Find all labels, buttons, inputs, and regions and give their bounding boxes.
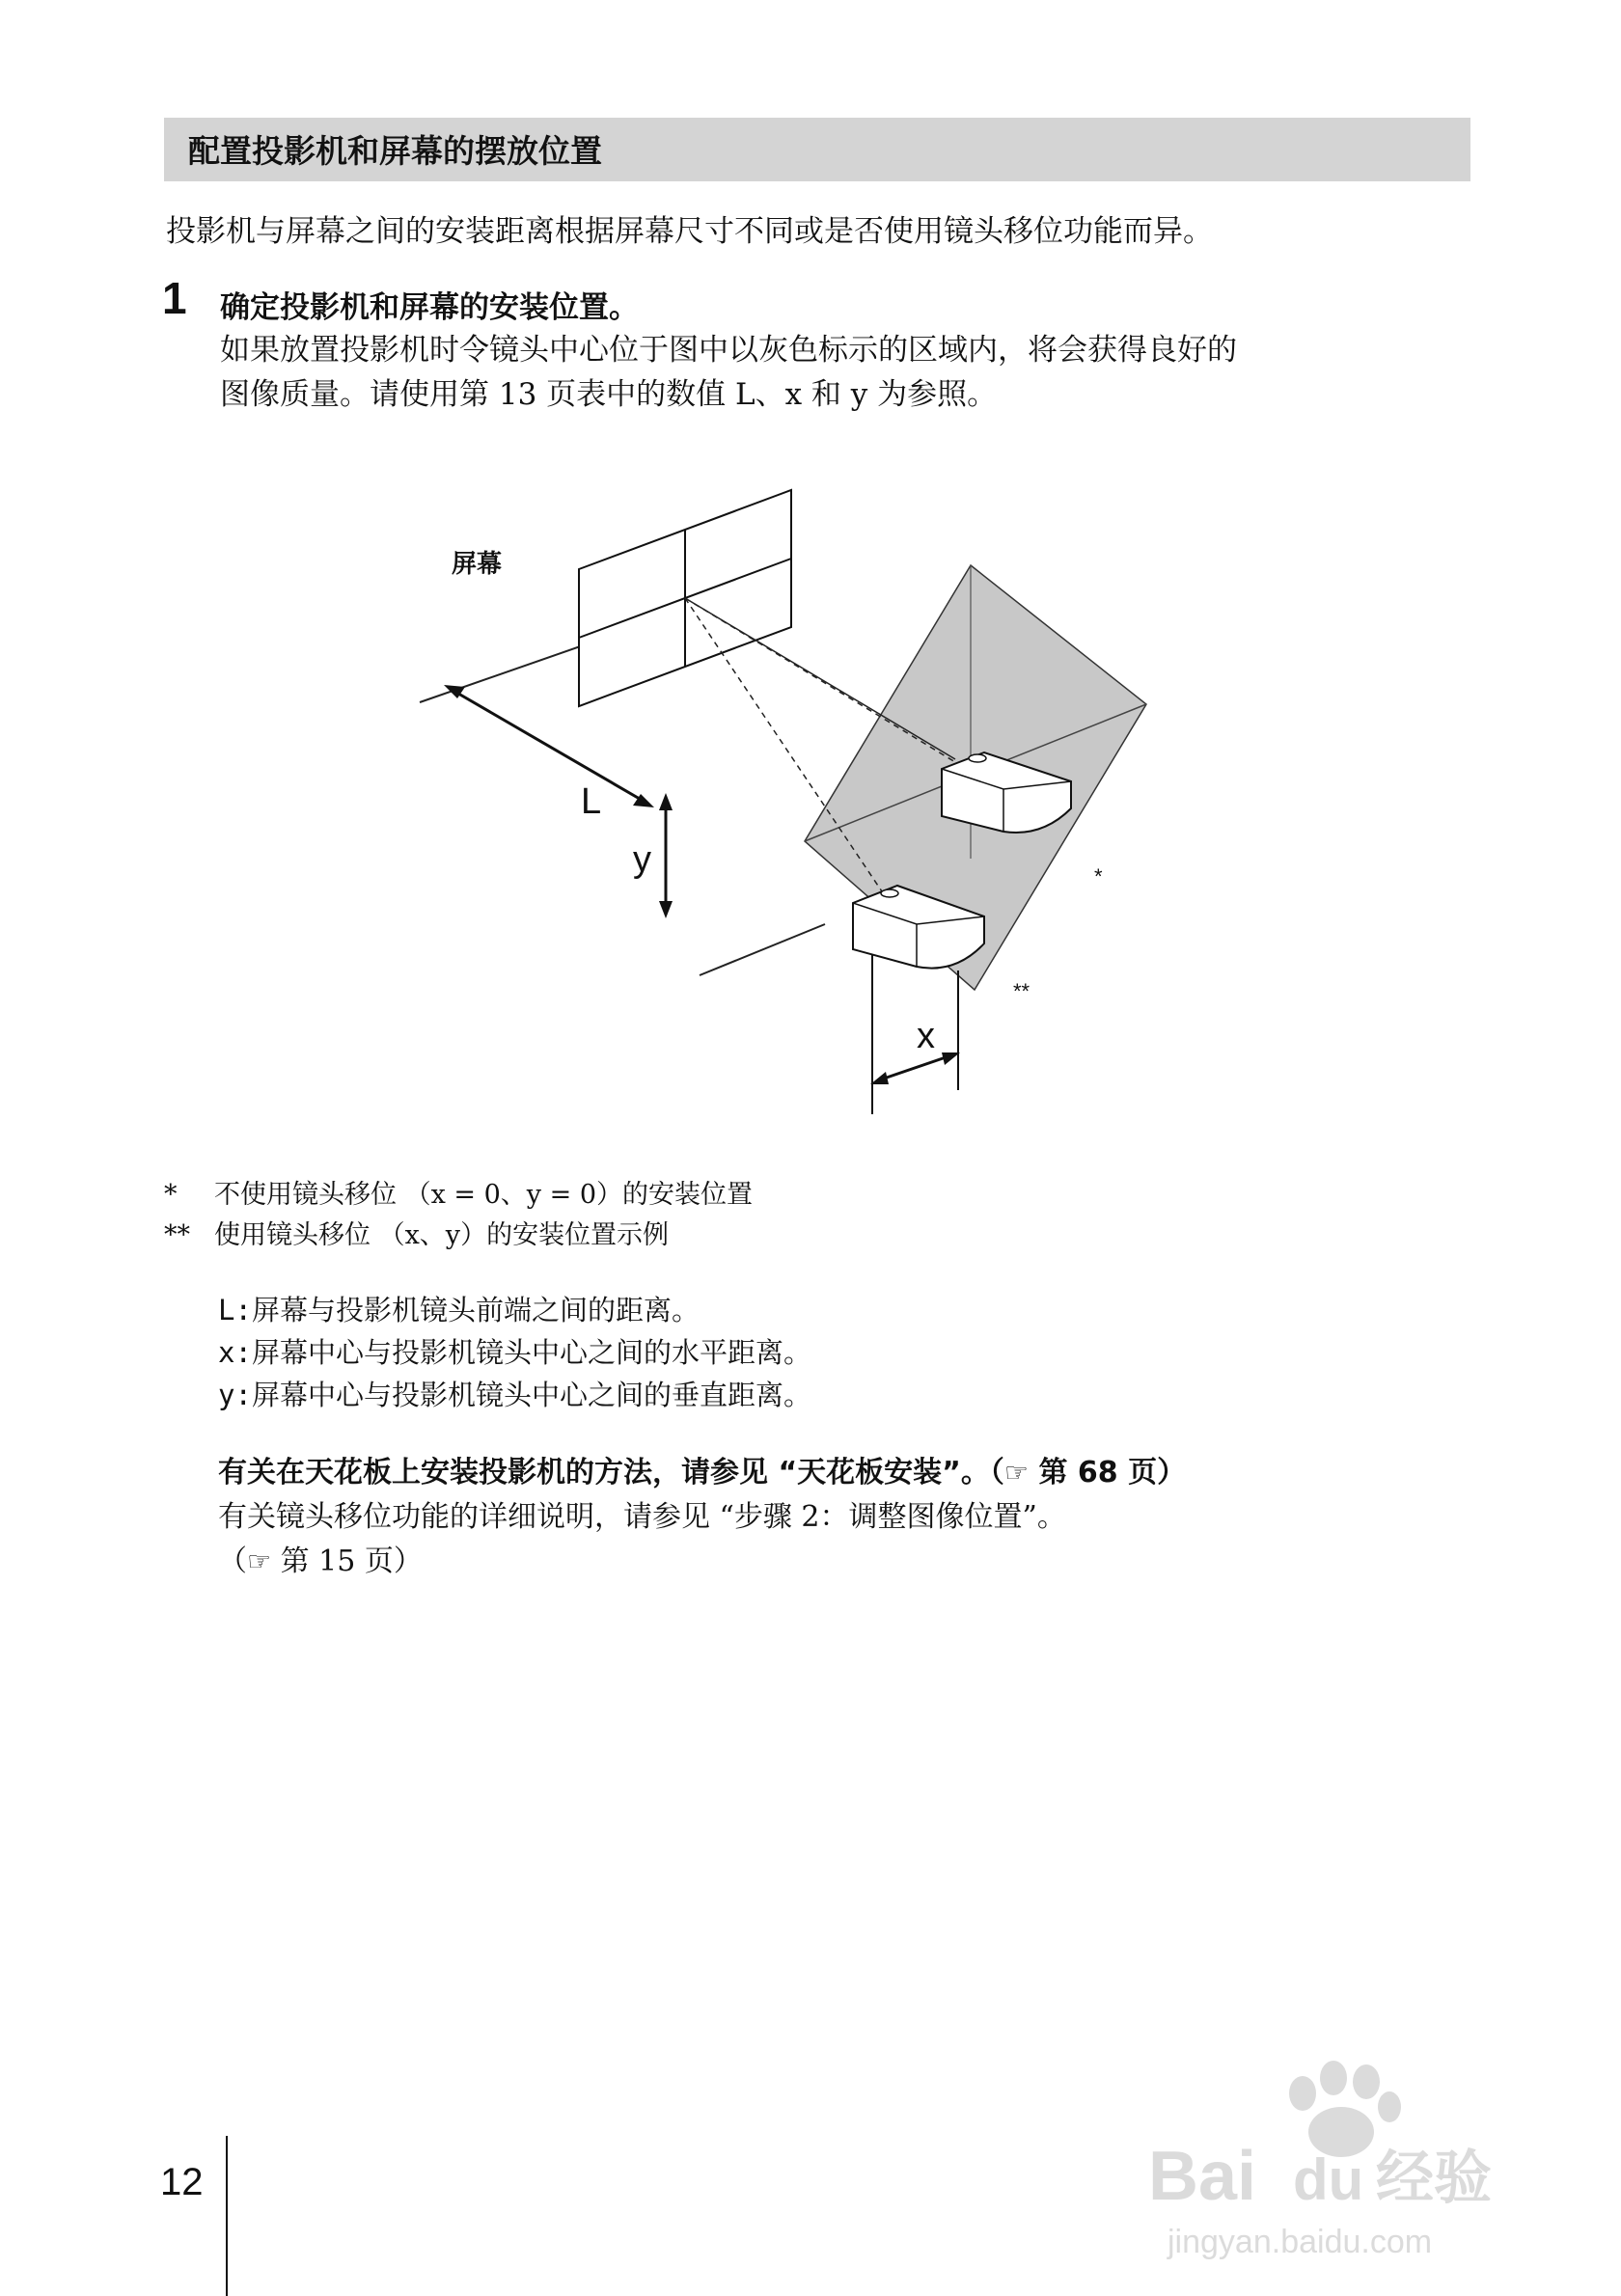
shift-reference-page-row [218, 1540, 1186, 1584]
watermark-brand-du: du [1293, 2147, 1364, 2212]
section-title: 配置投影机和屏幕的摆放位置 [188, 132, 602, 170]
definition-key: y [218, 1379, 235, 1411]
page-number-rule [226, 2136, 228, 2296]
x-label: x [917, 1016, 935, 1056]
definition-text: 屏幕中心与投影机镜头中心之间的垂直距离。 [251, 1379, 811, 1411]
footnote-mark: ** [164, 1220, 190, 1250]
definition-separator: : [234, 1379, 252, 1411]
ceiling-reference-text: 有关在天花板上安装投影机的方法，请参见 “天花板安装”。（ [218, 1456, 1004, 1490]
page-number: 12 [160, 2161, 204, 2203]
watermark-url: jingyan.baidu.com [1168, 2224, 1433, 2260]
shift-reference [218, 1495, 1186, 1540]
intro-paragraph: 投影机与屏幕之间的安装距离根据屏幕尺寸不同或是否使用镜头移位功能而异。 [166, 214, 1213, 249]
baidu-watermark [1148, 2036, 1534, 2267]
installation-diagram [405, 473, 1158, 1129]
definitions-list [218, 1289, 811, 1416]
footnote-mark: * [164, 1180, 178, 1210]
definition-item [218, 1289, 811, 1331]
shift-reference-text: 有关镜头移位功能的详细说明，请参见 “步骤 2：调整图像位置”。 [218, 1500, 1066, 1534]
pointing-hand-icon: ☞ [1003, 1457, 1029, 1489]
definition-separator: : [234, 1294, 252, 1326]
definition-item [218, 1331, 811, 1374]
footnote-text: 不使用镜头移位 （x = 0、y = 0）的安装位置 [214, 1180, 753, 1210]
watermark-brand: Bai [1148, 2138, 1257, 2215]
watermark-cn: 经验 [1376, 2145, 1492, 2212]
step-title: 确定投影机和屏幕的安装位置。 [220, 290, 639, 325]
y-label: y [633, 839, 651, 880]
x-dimension-arrow [878, 1055, 951, 1080]
paw-icon [1289, 2061, 1401, 2157]
step-number: 1 [162, 273, 187, 323]
definition-text: 屏幕中心与投影机镜头中心之间的水平距离。 [251, 1336, 811, 1369]
step-body-line: 如果放置投影机时令镜头中心位于图中以灰色标示的区域内，将会获得良好的 [220, 333, 1237, 368]
shift-reference-page: 第 15 页） [271, 1544, 423, 1578]
footnote-text: 使用镜头移位 （x、y）的安装位置示例 [214, 1220, 670, 1250]
references [218, 1451, 1186, 1584]
shift-reference-open: （ [218, 1544, 247, 1578]
L-dimension-arrow [453, 691, 645, 802]
definition-key: x [218, 1336, 235, 1369]
step-body [220, 328, 1474, 417]
definition-text: 屏幕与投影机镜头前端之间的距离。 [251, 1294, 700, 1326]
dashed-projection-line-2 [685, 598, 888, 900]
pointing-hand-icon: ☞ [247, 1545, 272, 1577]
marker-single: * [1094, 864, 1103, 888]
definition-separator: : [234, 1336, 252, 1369]
footnotes [164, 1175, 753, 1256]
definition-item [218, 1374, 811, 1416]
step-body-line: 图像质量。请使用第 13 页表中的数值 L、x 和 y 为参照。 [220, 377, 998, 412]
ceiling-reference [218, 1451, 1186, 1495]
L-label: L [581, 781, 602, 822]
floor-line-front [700, 924, 825, 975]
screen-label: 屏幕 [452, 549, 503, 578]
footnote-item [164, 1175, 753, 1216]
footnote-item [164, 1216, 753, 1256]
definition-key: L [218, 1294, 235, 1326]
marker-double: ** [1013, 979, 1030, 1003]
ceiling-reference-page: 第 68 页） [1029, 1456, 1187, 1490]
